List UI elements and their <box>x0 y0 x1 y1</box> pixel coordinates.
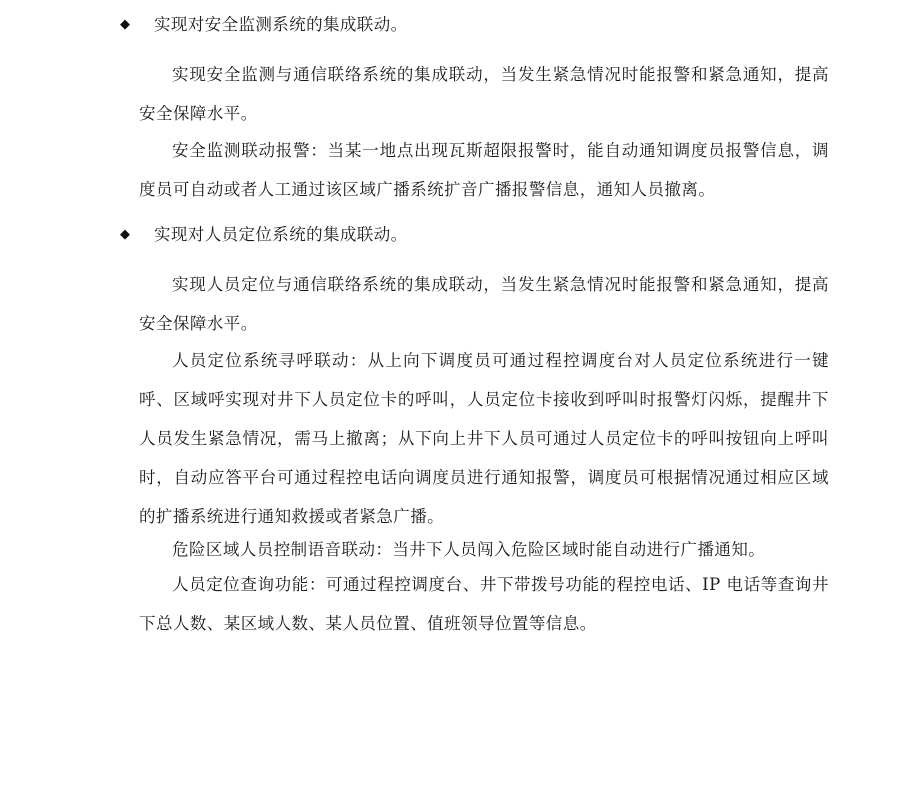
paragraph: 危险区域人员控制语音联动：当井下人员闯入危险区域时能自动进行广播通知。 <box>172 540 766 559</box>
diamond-bullet-icon: ◆ <box>120 17 130 32</box>
diamond-bullet-icon: ◆ <box>120 227 130 242</box>
section-heading-text: 实现对人员定位系统的集成联动。 <box>154 225 408 244</box>
section-heading-safety-monitoring <box>120 10 820 40</box>
paragraph: 安全监测联动报警：当某一地点出现瓦斯超限报警时，能自动通知调度员报警信息，调度员可自动或者人工通过该区域广播系统扩音广播报警信息，通知人员撤离。 <box>139 141 829 199</box>
paragraph: 实现人员定位与通信联络系统的集成联动，当发生紧急情况时能报警和紧急通知，提高安全保障水平。 <box>139 275 829 333</box>
paragraph: 实现安全监测与通信联络系统的集成联动，当发生紧急情况时能报警和紧急通知，提高安全保障水平。 <box>139 65 829 123</box>
paragraph: 人员定位查询功能：可通过程控调度台、井下带拨号功能的程控电话、IP 电话等查询井下总人数、某区域人数、某人员位置、值班领导位置等信息。 <box>139 575 829 633</box>
section-heading-text: 实现对安全监测系统的集成联动。 <box>154 15 408 34</box>
section-heading-personnel-positioning <box>120 220 820 250</box>
paragraph: 人员定位系统寻呼联动：从上向下调度员可通过程控调度台对人员定位系统进行一键呼、区域呼实现对井下人员定位卡的呼叫，人员定位卡接收到呼叫时报警灯闪烁，提醒井下人员发生紧急情况，需马上撤离；从下向上井下人员可通过人员定位卡的呼叫按钮向上呼叫时，自动应答平台可通过程控电话向调度员进行通知报警，调度员可根据情况通过相应区域的扩播系统进行通知救援或者紧急广播。 <box>139 351 829 526</box>
